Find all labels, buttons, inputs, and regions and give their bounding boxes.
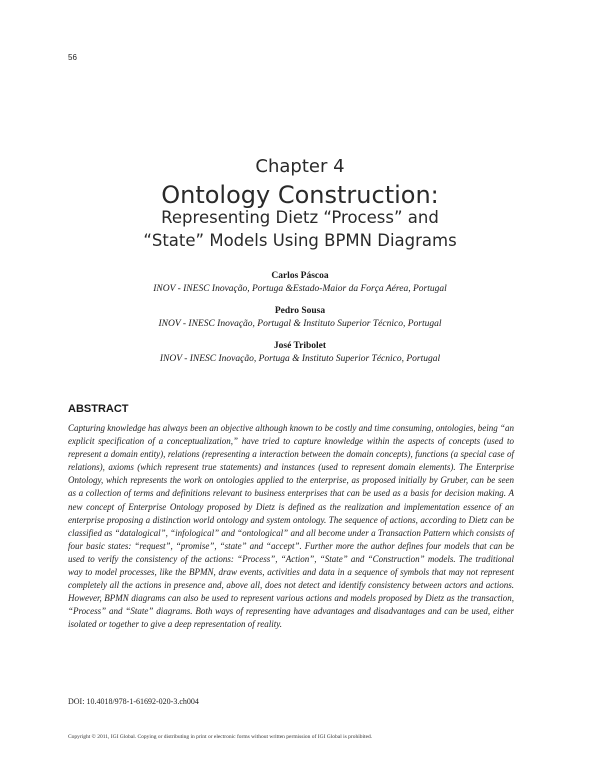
abstract-body: Capturing knowledge has always been an objective although known to be costly and time consuming, ontologies, being “an explicit specification of a conceptualization,” have tried to capture knowledge within the aspects of concepts (used to represent a domain entity), relations (representing a interaction between the domain concepts), functions (a special case of relations), axioms (which represent true statements) and instances (used to represent domain elements). The Enterprise Ontology, which represents the work on ontologies applied to the enterprise, as proposed initially by Gruber, can be seen as a collection of terms and definitions relevant to business enterprises that can be used as a basis for decision making. A new concept of Enterprise Ontology proposed by Dietz is defined as the realization and implementation essence of an enterprise proposing a distinction world ontology and system ontology. The sequence of actions, according to Dietz can be classified as “datalogical”, “infological” and “ontological” and all become under a Transaction Pattern which consists of four basic states: “request”, “promise”, “state” and “accept”. Further more the author defines four models that can be used to verify the consistency of the actions: “Process”, “Action”, “State” and “Construction” models. The traditional way to model processes, like the BPMN, draw events, activities and data in a sequence of symbols that may not represent completely all the actions in presence and, above all, does not detect and identify consistency between actors and actions. However, BPMN diagrams can also be used to represent various actions and models proposed by Dietz as the transaction, “Process” and “State” diagrams. Both ways of representing have advantages and disadvantages and can be used, either isolated or together to give a deep representation of reality. [68, 423, 514, 630]
page-number: 56 [68, 53, 77, 62]
chapter-subtitle-line-1: Representing Dietz “Process” and [161, 208, 439, 227]
chapter-label: Chapter 4 [255, 156, 345, 177]
author-block [0, 270, 600, 296]
chapter-title: Ontology Construction: [161, 181, 439, 209]
copyright-notice: Copyright © 2011, IGI Global. Copying or distributing in print or electronic forms without written permission of IGI Global is prohibited. [68, 734, 373, 740]
author-name: Carlos Páscoa [271, 271, 329, 281]
author-affiliation: INOV - INESC Inovação, Portuga & Instituto Superior Técnico, Portugal [159, 354, 441, 364]
author-name: Pedro Sousa [274, 306, 326, 316]
author-affiliation: INOV - INESC Inovação, Portugal & Instituto Superior Técnico, Portugal [158, 319, 442, 329]
doi-line: DOI: 10.4018/978-1-61692-020-3.ch004 [68, 697, 199, 706]
author-block [0, 340, 600, 366]
chapter-subtitle-line-2: “State” Models Using BPMN Diagrams [143, 231, 457, 250]
author-block [0, 305, 600, 331]
author-name: José Tribolet [273, 341, 327, 351]
author-affiliation: INOV - INESC Inovação, Portuga &Estado-Maior da Força Aérea, Portugal [153, 284, 447, 294]
abstract-heading: ABSTRACT [68, 403, 129, 415]
